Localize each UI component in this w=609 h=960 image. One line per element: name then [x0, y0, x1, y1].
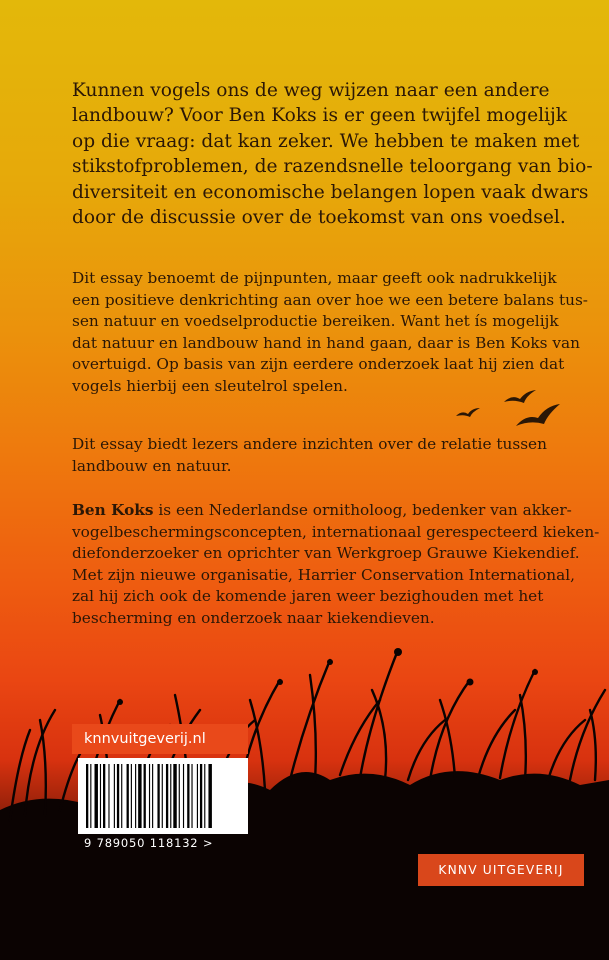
- bio-line: zal hij zich ook de komende jaren weer bezighouden met het: [72, 587, 544, 606]
- essay-line: sen natuur en voedselproductie bereiken. Want het ís mogelijk: [72, 312, 559, 331]
- essay-line: een positieve denkrichting aan over hoe we een betere balans tus-: [72, 290, 588, 309]
- blurb-line: diversiteit en economische belangen lopen vaak dwars: [72, 181, 589, 203]
- website-label: knnvuitgeverij.nl: [72, 724, 248, 754]
- bio-line: diefonderzoeker en oprichter van Werkgroep Grauwe Kiekendief.: [72, 544, 580, 563]
- insight-paragraph: [72, 434, 547, 477]
- essay-line: Dit essay benoemt de pijnpunten, maar geeft ook nadrukkelijk: [72, 269, 557, 287]
- publisher-label: KNNV UITGEVERIJ: [418, 854, 584, 886]
- essay-line: vogels hierbij een sleutelrol spelen.: [72, 376, 348, 395]
- blurb-line: door de discussie over de toekomst van ons voedsel.: [72, 207, 566, 229]
- blurb-line: op die vraag: dat kan zeker. We hebben te maken met: [72, 130, 580, 152]
- blurb-line: landbouw? Voor Ben Koks is er geen twijfel mogelijk: [72, 105, 568, 127]
- blurb-line: stikstofproblemen, de razendsnelle teloorgang van bio-: [72, 156, 593, 178]
- bio-line: [72, 500, 572, 522]
- essay-line: dat natuur en landbouw hand in hand gaan, daar is Ben Koks van: [72, 333, 580, 352]
- bio-first-line-text: is een Nederlandse ornitholoog, bedenker van akker-: [153, 501, 572, 519]
- blurb-line: Kunnen vogels ons de weg wijzen naar een andere: [72, 80, 550, 101]
- blurb-paragraph: [72, 78, 593, 230]
- author-name: Ben Koks: [72, 501, 154, 519]
- bio-line: Met zijn nieuwe organisatie, Harrier Conservation International,: [72, 565, 576, 584]
- essay-paragraph: [72, 268, 588, 398]
- isbn-barcode: [78, 758, 248, 834]
- bio-line: bescherming en onderzoek naar kiekendieven.: [72, 608, 435, 627]
- isbn-number: 9 789050 118132 >: [84, 836, 214, 850]
- flying-birds-icon: [454, 386, 564, 436]
- essay-line: overtuigd. Op basis van zijn eerdere onderzoek laat hij zien dat: [72, 355, 565, 374]
- bio-line: vogelbeschermingsconcepten, internationaal gerespecteerd kieken-: [72, 522, 600, 541]
- author-bio: [72, 500, 600, 630]
- insight-line: landbouw en natuur.: [72, 456, 232, 475]
- insight-line: Dit essay biedt lezers andere inzichten over de relatie tussen: [72, 435, 547, 453]
